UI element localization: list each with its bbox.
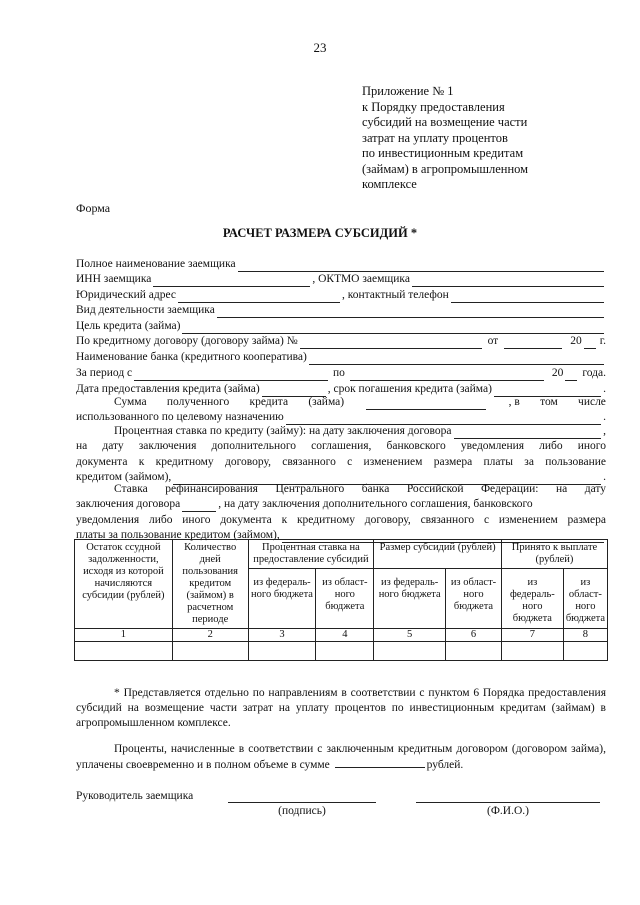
column-number: 7 <box>501 629 563 642</box>
appendix-line: Приложение № 1 <box>362 84 454 98</box>
purpose-row <box>76 318 606 334</box>
contract-number-field[interactable] <box>300 338 482 349</box>
rate-text: документа к кредитному договору, связанного с изменением размера платы за пользование <box>76 455 606 468</box>
appendix-line: (займам) в агропромышленном <box>362 161 529 176</box>
signature-block <box>76 790 606 820</box>
column-number: 3 <box>248 629 316 642</box>
inn-label: ИНН заемщика <box>76 273 152 286</box>
inn-field[interactable] <box>153 276 310 287</box>
appendix-line: комплексе <box>362 177 417 191</box>
amount-paragraph <box>76 394 606 425</box>
refi-text: уведомления либо иного документа к кредитному договору, связанного с изменением размера <box>76 513 606 526</box>
column-number: 4 <box>316 629 374 642</box>
period-dot: . <box>603 382 606 395</box>
amount-word: полученного <box>166 395 230 408</box>
period-to-label: по <box>333 367 345 380</box>
period-year-prefix: 20 <box>551 367 564 380</box>
table-cell[interactable] <box>172 642 248 661</box>
appendix-block <box>362 84 602 193</box>
activity-row <box>76 303 606 319</box>
rate-text: кредитом (займом), <box>76 471 172 483</box>
borrower-name-row <box>76 256 606 272</box>
page-number: 23 <box>313 40 327 55</box>
table-header-row <box>75 540 608 569</box>
phone-label: , контактный телефон <box>341 288 449 301</box>
amount-chisle: числе <box>578 395 606 408</box>
amount-line-1 <box>76 394 606 410</box>
table-cell[interactable] <box>316 642 374 661</box>
activity-field[interactable] <box>217 307 604 318</box>
sub-federal: из федераль-ного бюджета <box>248 569 316 629</box>
interest-unit: рублей. <box>426 759 464 771</box>
activity-label: Вид деятельности заемщика <box>76 304 215 317</box>
contract-year-field[interactable] <box>584 338 596 349</box>
column-number: 6 <box>446 629 502 642</box>
subsidy-table <box>74 539 608 661</box>
header-accepted: Принято к выплате (рублей) <box>501 540 607 569</box>
table-cell[interactable] <box>248 642 316 661</box>
footnote-text: * Представляется отдельно по направлениям в соответствии с пунктом 6 Порядка предоставления субсидий на возмещение части затрат на уплату процентов по инвестиционным кредитам (займам) в агропромышленном комплексе. <box>76 687 606 729</box>
header-days: Количество дней пользования кредитом (займом) в расчетном периоде <box>172 540 248 629</box>
footnote <box>76 686 606 731</box>
table-cell[interactable] <box>501 642 563 661</box>
amount-tom: том <box>540 395 558 408</box>
rate-text: на дату заключения дополнительного соглашения, банковского уведомления либо иного <box>76 440 606 452</box>
amount-comma-v: , в <box>508 395 520 408</box>
contract-date-field[interactable] <box>504 338 562 349</box>
column-number: 5 <box>374 629 446 642</box>
form-label: Форма <box>76 201 111 215</box>
refi-line-1 <box>76 481 606 497</box>
rate-line-1 <box>76 423 606 439</box>
period-year-suffix: года. <box>582 367 606 380</box>
table-cell[interactable] <box>446 642 502 661</box>
amount-word: кредита <box>249 395 289 408</box>
sub-federal: из федераль-ного бюджета <box>501 569 563 629</box>
loan-amount-field[interactable] <box>366 399 486 410</box>
column-number: 1 <box>75 629 173 642</box>
interest-text: Проценты, начисленные в соответствии с заключенным кредитным договором (договором займа), уплачены своевременно и в полном объеме в сумме <box>76 743 606 771</box>
sub-regional: из област-ного бюджета <box>316 569 374 629</box>
bank-row <box>76 349 606 365</box>
header-rate: Процентная ставка на предоставление субсидий <box>248 540 374 569</box>
period-dot: . <box>603 411 606 423</box>
document-title: РАСЧЕТ РАЗМЕРА СУБСИДИЙ * <box>222 226 418 240</box>
inn-row <box>76 272 606 288</box>
appendix-line: к Порядку предоставления <box>362 99 505 114</box>
repay-date-label: , срок погашения кредита (займа) <box>327 382 492 395</box>
header-loan-balance: Остаток ссудной задолженности, исходя из которой начисляются субсидии (рублей) <box>75 540 173 629</box>
address-row <box>76 287 606 303</box>
refi-text: , на дату заключения дополнительного соглашения, банковского <box>218 498 533 510</box>
period-to-field[interactable] <box>350 370 544 381</box>
contract-year-prefix: 20 <box>570 335 582 348</box>
comma: , <box>603 424 606 437</box>
refi-contract-field[interactable] <box>182 501 216 512</box>
phone-field[interactable] <box>451 292 604 303</box>
sub-regional: из област-ного бюджета <box>446 569 502 629</box>
table-cell[interactable] <box>75 642 173 661</box>
refinancing-paragraph <box>76 481 606 543</box>
purpose-field[interactable] <box>182 323 604 334</box>
full-name-caption: (Ф.И.О.) <box>487 805 529 817</box>
fields-block <box>76 256 606 397</box>
table-row <box>75 642 608 661</box>
contract-year-suffix: г. <box>599 335 606 348</box>
period-year-field[interactable] <box>565 370 577 381</box>
sub-federal: из федераль-ного бюджета <box>374 569 446 629</box>
contract-row <box>76 334 606 350</box>
column-number-row <box>75 629 608 642</box>
borrower-name-field[interactable] <box>238 261 604 272</box>
bank-field[interactable] <box>309 354 604 365</box>
table-cell[interactable] <box>374 642 446 661</box>
appendix-line: затрат на уплату процентов <box>362 130 508 145</box>
interest-amount-field[interactable] <box>335 757 425 768</box>
full-name-field[interactable] <box>416 802 600 803</box>
column-number: 2 <box>172 629 248 642</box>
appendix-line: по инвестиционным кредитам <box>362 146 524 160</box>
legal-address-field[interactable] <box>178 292 340 303</box>
issue-date-label: Дата предоставления кредита (займа) <box>76 382 260 395</box>
bank-label: Наименование банка (кредитного кооператива) <box>76 350 307 363</box>
signature-label: Руководитель заемщика <box>76 790 194 802</box>
table-cell[interactable] <box>563 642 607 661</box>
period-dot: . <box>603 471 606 483</box>
rate-contract-field[interactable] <box>454 428 602 439</box>
refi-line-3 <box>76 512 606 528</box>
header-subsidy-amount: Размер субсидий (рублей) <box>374 540 502 569</box>
signature-field[interactable] <box>228 802 376 803</box>
interest-paragraph <box>76 742 606 773</box>
refi-text: платы за пользование кредитом (займом), <box>76 529 280 541</box>
oktmo-field[interactable] <box>412 276 604 287</box>
refi-text: Ставка рефинансирования Центрального банка Российской Федерации: на дату <box>114 482 606 495</box>
amount-word: (займа) <box>308 395 345 408</box>
legal-address-label: Юридический адрес <box>76 288 176 301</box>
rate-paragraph <box>76 423 606 485</box>
rate-line-3 <box>76 454 606 470</box>
column-number: 8 <box>563 629 607 642</box>
refi-contract-label: заключения договора <box>76 498 181 510</box>
rate-contract-label: Процентная ставка по кредиту (займу): на дату заключения договора <box>114 424 452 437</box>
period-from-label: За период с <box>76 367 133 380</box>
period-from-field[interactable] <box>134 370 328 381</box>
oktmo-label: , ОКТМО заемщика <box>312 273 410 286</box>
appendix-line: субсидий на возмещение части <box>362 115 528 129</box>
contract-label: По кредитному договору (договору займа) № <box>76 335 298 348</box>
sub-regional: из област-ного бюджета <box>563 569 607 629</box>
period-row <box>76 365 606 382</box>
rate-line-2 <box>76 439 606 455</box>
contract-from-label: от <box>487 335 499 348</box>
borrower-name-label: Полное наименование заемщика <box>76 257 236 270</box>
purpose-label: Цель кредита (займа) <box>76 319 181 332</box>
amount-word: Сумма <box>114 395 147 408</box>
targeted-use-label: использованного по целевому назначению <box>76 411 284 423</box>
refi-line-2 <box>76 497 606 513</box>
signature-caption: (подпись) <box>278 805 326 817</box>
